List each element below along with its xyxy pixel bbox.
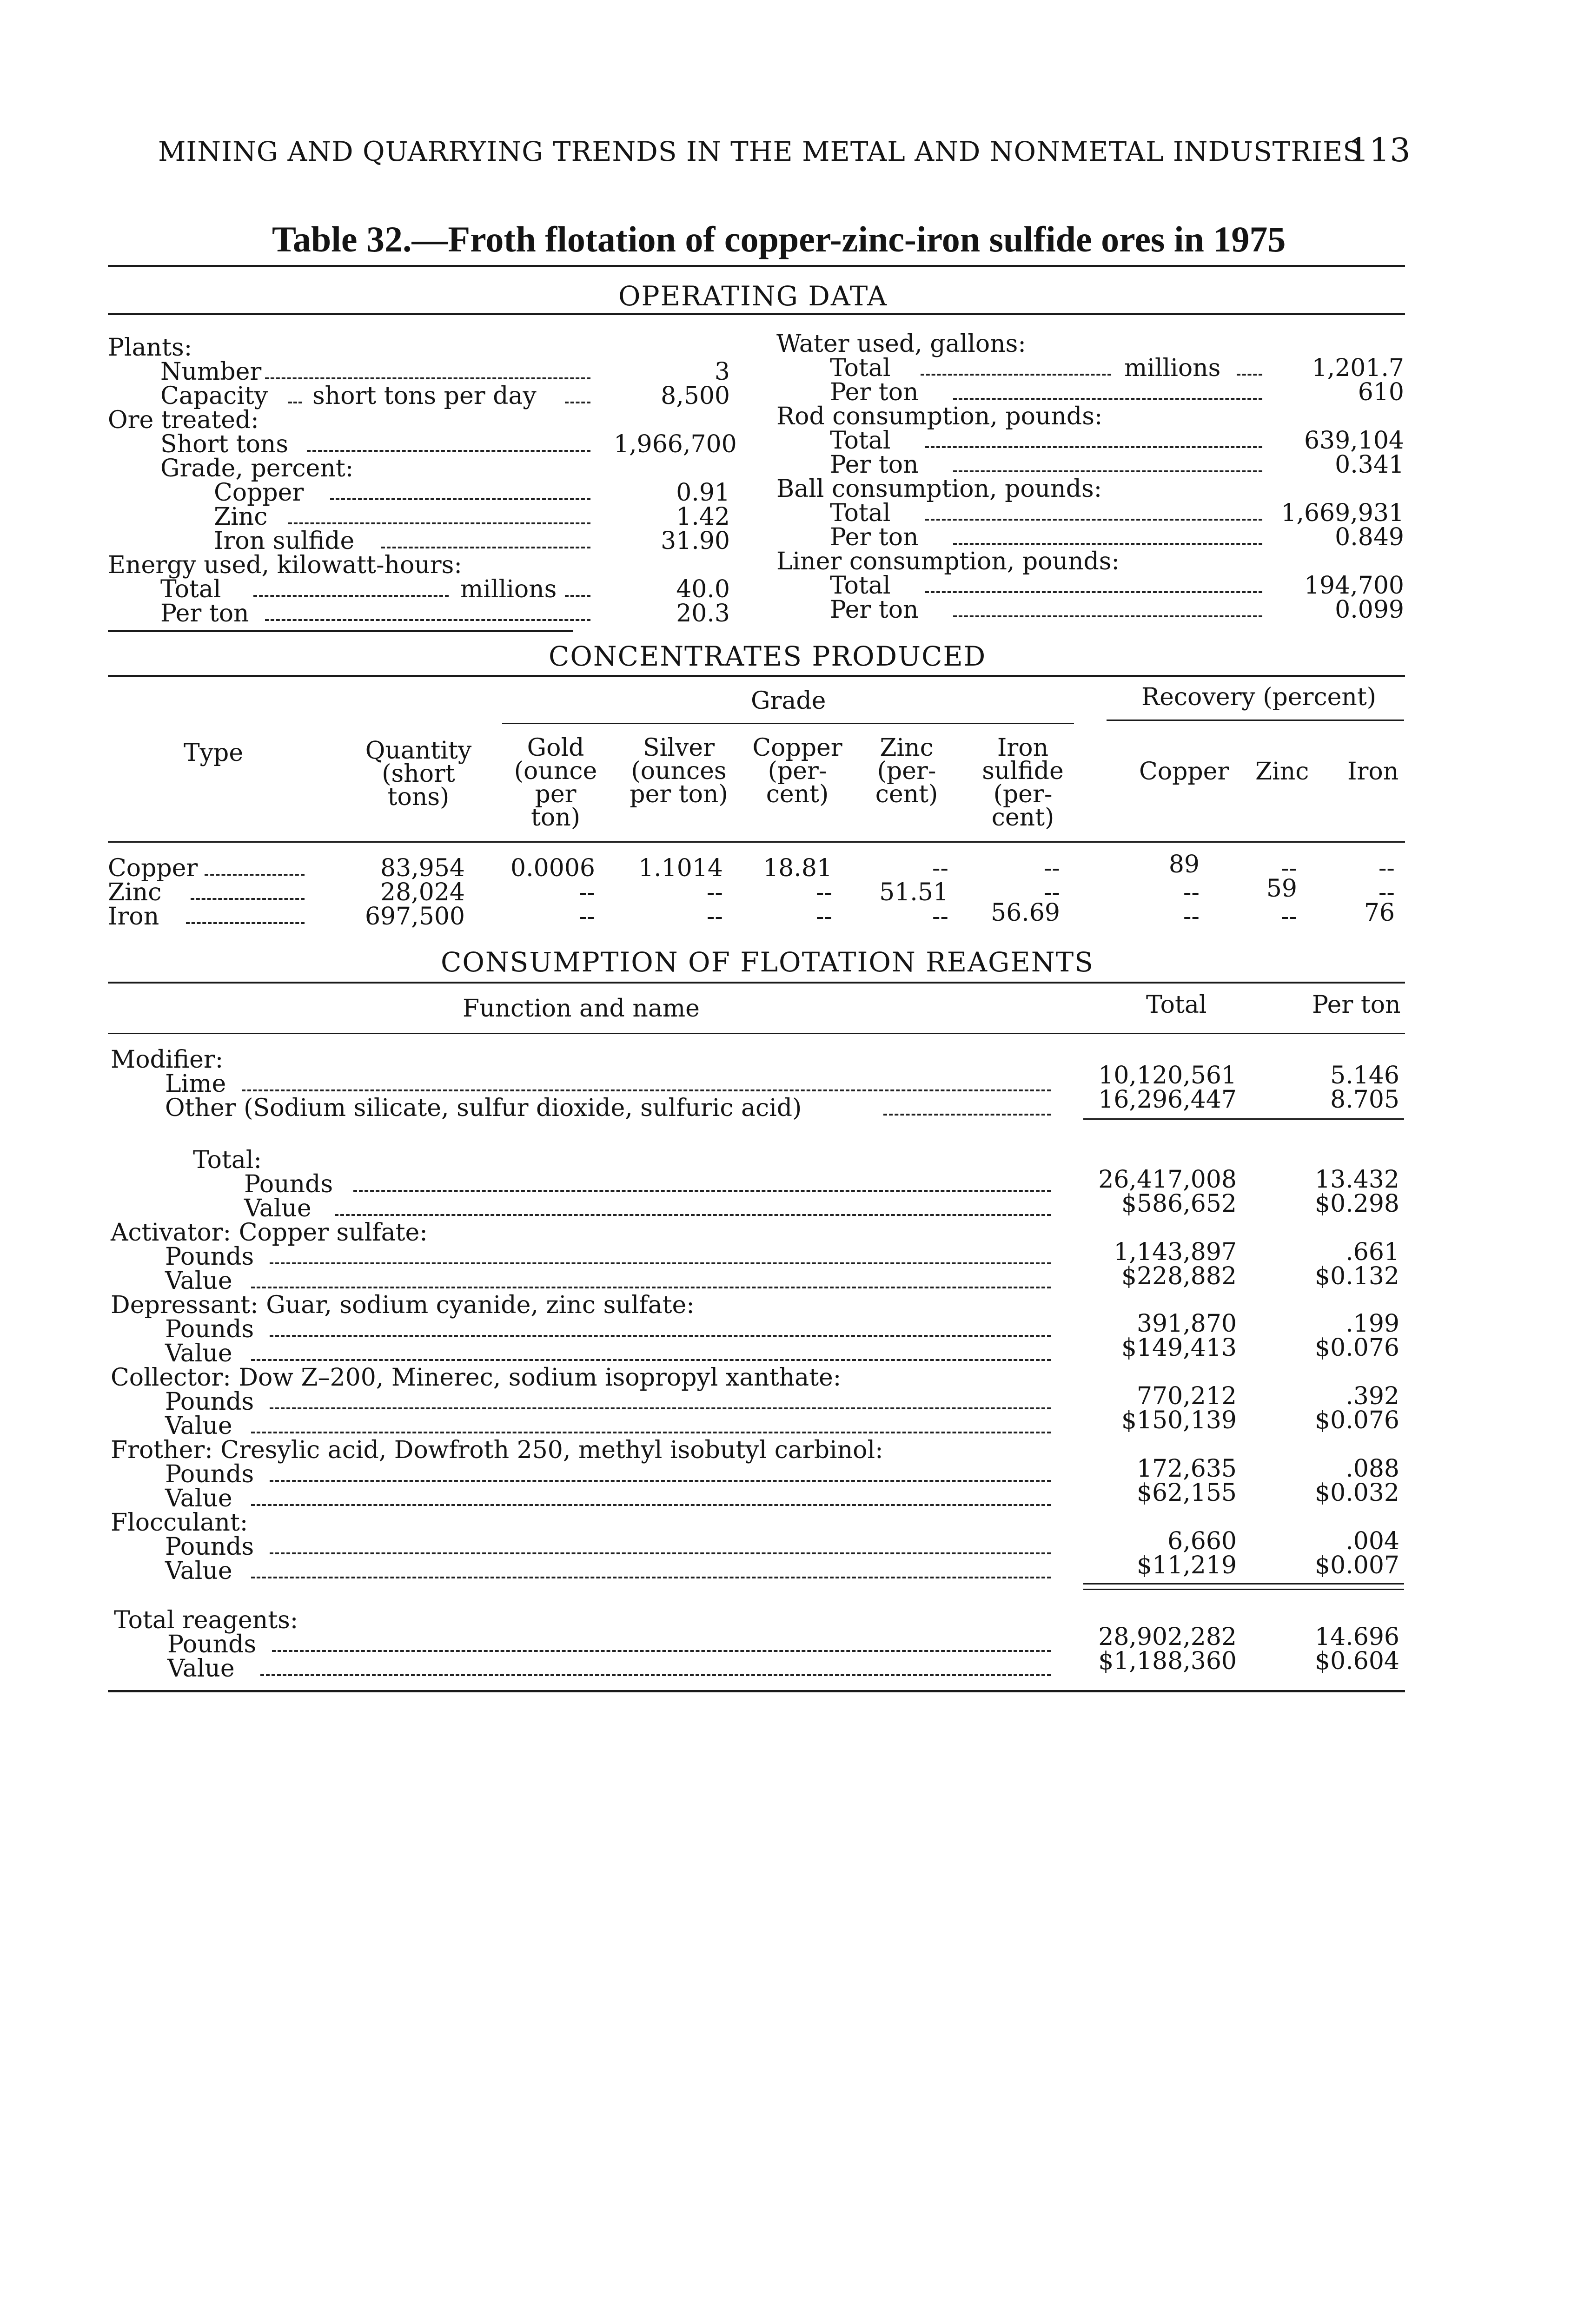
op-left-label: Ore treated:: [108, 406, 259, 434]
row-type: Iron: [108, 903, 159, 931]
reagent-total: 391,870: [1136, 1310, 1237, 1338]
leader-dots: [270, 1407, 1051, 1409]
reagent-total: $1,188,360: [1098, 1647, 1237, 1675]
running-header: MINING AND QUARRYING TRENDS IN THE METAL AND NONMETAL INDUSTRIES: [158, 136, 1362, 167]
reagent-total: 172,635: [1136, 1455, 1237, 1483]
row-quantity: 28,024: [380, 878, 465, 906]
reagent-label: Lime: [165, 1070, 226, 1098]
op-left-value: 0.91: [676, 479, 730, 507]
leader-dots: [330, 498, 590, 500]
table-title: Table 32.—Froth flotation of copper-zinc-iron sulfide ores in 1975: [272, 219, 1286, 259]
op-right-value: 0.099: [1335, 596, 1404, 624]
recovery-rule: [1107, 720, 1404, 721]
op-left-unit: short tons per day: [312, 382, 537, 410]
op-right-value: 0.341: [1335, 451, 1404, 479]
leader-dots: [565, 595, 590, 597]
reagent-label: Other (Sodium silicate, sulfur dioxide, sulfuric acid): [165, 1094, 802, 1122]
reagent-label: Value: [244, 1195, 312, 1222]
table-bottom-rule: [108, 1690, 1405, 1692]
op-left-label: Capacity: [160, 382, 268, 410]
leader-dots: [335, 1214, 1051, 1216]
op-left-value: 31.90: [661, 527, 730, 555]
row-rec-iron: --: [1378, 878, 1395, 906]
leader-dots: [953, 543, 1262, 545]
leader-dots: [288, 402, 302, 403]
top-rule: [108, 265, 1405, 267]
op-right-value: 639,104: [1304, 427, 1404, 455]
leader-dots: [265, 619, 590, 621]
grade-group-label: Grade: [751, 687, 826, 715]
op-left-value: 3: [714, 358, 730, 386]
reagent-label: Pounds: [167, 1631, 257, 1658]
reagent-total: 16,296,447: [1098, 1086, 1237, 1114]
recovery-group-label: Recovery (percent): [1141, 683, 1377, 711]
reagents-header-rule: [108, 1033, 1405, 1034]
reagent-perton: 8.705: [1330, 1086, 1399, 1114]
reagent-label: Pounds: [244, 1170, 333, 1198]
reagent-total: $228,882: [1121, 1262, 1237, 1290]
op-left-label: Zinc: [214, 503, 268, 531]
reagent-label: Collector: Dow Z–200, Minerec, sodium isopropyl xanthate:: [111, 1364, 842, 1392]
leader-dots: [251, 1287, 1051, 1288]
reagent-perton: $0.032: [1315, 1479, 1399, 1507]
row-rec-copper: --: [1183, 903, 1200, 931]
op-right-label: Total: [830, 427, 891, 455]
col-per-ton: Per ton: [1312, 991, 1401, 1019]
reagent-label: Pounds: [165, 1460, 254, 1488]
row-iron: --: [1043, 854, 1060, 882]
leader-dots: [260, 1674, 1051, 1676]
row-rec-zinc: --: [1280, 903, 1297, 931]
leader-dots: [307, 450, 590, 452]
reagent-perton: .088: [1346, 1455, 1399, 1483]
reagent-total: $11,219: [1136, 1552, 1237, 1579]
col-silver: Silver (ounces per ton): [630, 734, 728, 808]
reagent-label: Value: [165, 1412, 232, 1440]
leader-dots: [288, 522, 590, 524]
col-quantity: Quantity (short tons): [365, 737, 472, 811]
reagent-label: Value: [165, 1340, 232, 1367]
leader-dots: [253, 595, 449, 597]
leader-dots: [242, 1089, 1051, 1091]
col-gold: Gold (ounce per ton): [514, 734, 597, 832]
op-right-label: Liner consumption, pounds:: [776, 548, 1120, 575]
row-quantity: 697,500: [365, 903, 465, 931]
leader-dots: [251, 1432, 1051, 1433]
leader-dots: [883, 1114, 1051, 1116]
reagent-label: Pounds: [165, 1315, 254, 1343]
concentrates-heading: CONCENTRATES PRODUCED: [549, 640, 987, 672]
leader-dots: [270, 1552, 1051, 1554]
leader-dots: [205, 874, 305, 876]
op-right-label: Per ton: [830, 523, 919, 551]
leader-dots: [251, 1577, 1051, 1578]
row-rec-iron: 76: [1364, 899, 1395, 927]
op-right-value: 0.849: [1335, 523, 1404, 551]
row-rec-zinc: 59: [1266, 875, 1297, 903]
reagent-label: Pounds: [165, 1243, 254, 1271]
reagent-label: Activator: Copper sulfate:: [111, 1219, 428, 1247]
reagent-label: Total reagents:: [114, 1606, 298, 1634]
reagent-label: Flocculant:: [111, 1509, 248, 1537]
op-right-label: Per ton: [830, 596, 919, 624]
col-iron-sulfide: Iron sulfide (per-cent): [982, 734, 1064, 832]
reagent-label: Value: [165, 1267, 232, 1295]
op-right-value: 610: [1358, 378, 1404, 406]
op-right-label: Total: [830, 572, 891, 600]
row-rec-copper: --: [1183, 878, 1200, 906]
operating-heading-rule: [108, 313, 1405, 315]
reagent-perton: $0.298: [1315, 1190, 1399, 1218]
row-silver: --: [706, 903, 723, 931]
op-right-label: Per ton: [830, 378, 919, 406]
op-left-label: Plants:: [108, 334, 192, 362]
row-gold: --: [578, 878, 595, 906]
op-right-unit: millions: [1124, 354, 1221, 382]
leader-dots: [270, 1480, 1051, 1482]
op-left-value: 1.42: [676, 503, 730, 531]
reagents-heading: CONSUMPTION OF FLOTATION REAGENTS: [441, 946, 1094, 978]
leader-dots: [270, 1335, 1051, 1337]
row-iron: 56.69: [991, 899, 1060, 927]
reagent-total: 6,660: [1167, 1527, 1237, 1555]
leader-dots: [265, 377, 590, 379]
reagent-total: 1,143,897: [1114, 1238, 1237, 1266]
reagent-perton: $0.604: [1315, 1647, 1399, 1675]
op-left-label: Iron sulfide: [214, 527, 355, 555]
reagent-total: 28,902,282: [1098, 1623, 1237, 1651]
reagent-label: Value: [165, 1485, 232, 1512]
op-right-label: Ball consumption, pounds:: [776, 475, 1102, 503]
op-left-label: Per ton: [160, 600, 249, 627]
leader-dots: [925, 591, 1262, 593]
reagent-total: $149,413: [1121, 1334, 1237, 1362]
op-left-value: 8,500: [661, 382, 730, 410]
reagent-label: Modifier:: [111, 1046, 224, 1074]
op-left-label: Total: [160, 575, 221, 603]
reagent-total: 10,120,561: [1098, 1062, 1237, 1089]
leader-dots: [953, 470, 1262, 472]
row-copper: --: [815, 878, 832, 906]
col-type: Type: [184, 739, 244, 767]
reagent-perton: 14.696: [1315, 1623, 1399, 1651]
row-silver: --: [706, 878, 723, 906]
leader-dots: [251, 1359, 1051, 1361]
grade-rule: [502, 723, 1074, 724]
op-left-value: 1,966,700: [614, 430, 737, 458]
reagent-perton: .199: [1346, 1310, 1399, 1338]
leader-dots: [953, 398, 1262, 400]
op-left-value: 20.3: [676, 600, 730, 627]
row-iron: --: [1043, 878, 1060, 906]
reagent-label: Value: [165, 1557, 232, 1585]
row-type: Zinc: [108, 878, 162, 906]
concentrates-heading-rule: [108, 675, 1405, 677]
row-gold: --: [578, 903, 595, 931]
row-type: Copper: [108, 854, 198, 882]
op-right-label: Per ton: [830, 451, 919, 479]
row-copper: --: [815, 903, 832, 931]
leader-dots: [186, 922, 305, 924]
reagent-perton: $0.007: [1315, 1552, 1399, 1579]
op-right-label: Total: [830, 354, 891, 382]
reagent-total: 770,212: [1136, 1382, 1237, 1410]
row-zinc: 51.51: [879, 878, 948, 906]
leader-dots: [272, 1650, 1051, 1652]
reagent-perton: $0.076: [1315, 1334, 1399, 1362]
leader-dots: [381, 547, 590, 548]
reagent-total: 26,417,008: [1098, 1166, 1237, 1194]
leader-dots: [925, 519, 1262, 521]
row-rec-iron: --: [1378, 854, 1395, 882]
leader-dots: [921, 374, 1111, 376]
op-left-value: 40.0: [676, 575, 730, 603]
row-silver: 1.1014: [638, 854, 723, 882]
op-left-label: Grade, percent:: [160, 455, 354, 482]
reagent-label: Depressant: Guar, sodium cyanide, zinc sulfate:: [111, 1291, 695, 1319]
leader-dots: [353, 1190, 1051, 1192]
col-rec-iron: Iron: [1347, 758, 1399, 786]
reagent-label: Pounds: [165, 1388, 254, 1416]
reagent-total: $586,652: [1121, 1190, 1237, 1218]
col-copper: Copper (per-cent): [752, 734, 842, 808]
op-left-label: Short tons: [160, 430, 289, 458]
concentrates-header-rule: [108, 841, 1405, 843]
reagent-perton: 5.146: [1330, 1062, 1399, 1089]
reagent-perton: $0.132: [1315, 1262, 1399, 1290]
row-quantity: 83,954: [380, 854, 465, 882]
subtotal-rule: [1083, 1118, 1404, 1120]
op-right-label: Total: [830, 499, 891, 527]
reagent-total: $150,139: [1121, 1406, 1237, 1434]
op-right-value: 194,700: [1304, 572, 1404, 600]
total-double-rule-top: [1083, 1583, 1404, 1585]
op-right-label: Rod consumption, pounds:: [776, 403, 1103, 430]
op-right-value: 1,201.7: [1312, 354, 1404, 382]
reagent-perton: .004: [1346, 1527, 1399, 1555]
col-rec-zinc: Zinc: [1255, 758, 1309, 786]
row-gold: 0.0006: [510, 854, 595, 882]
op-right-label: Water used, gallons:: [776, 330, 1026, 358]
row-zinc: --: [932, 903, 948, 931]
reagent-perton: 13.432: [1315, 1166, 1399, 1194]
reagent-label: Total:: [193, 1146, 262, 1174]
leader-dots: [953, 615, 1262, 617]
col-zinc: Zinc (per-cent): [875, 734, 938, 808]
op-left-unit: millions: [460, 575, 557, 603]
reagent-label: Pounds: [165, 1533, 254, 1561]
op-left-label: Number: [160, 358, 262, 386]
leader-dots: [1237, 374, 1262, 376]
page-number: 113: [1348, 131, 1411, 169]
leader-dots: [251, 1504, 1051, 1506]
op-left-label: Copper: [214, 479, 304, 507]
total-double-rule-bottom: [1083, 1589, 1404, 1590]
reagent-perton: .661: [1346, 1238, 1399, 1266]
leader-dots: [925, 446, 1262, 448]
col-total: Total: [1146, 991, 1207, 1019]
col-function-name: Function and name: [463, 995, 700, 1023]
row-copper: 18.81: [763, 854, 832, 882]
op-left-label: Energy used, kilowatt-hours:: [108, 551, 462, 579]
operating-bottom-rule-left: [108, 630, 573, 632]
reagents-heading-rule: [108, 982, 1405, 984]
operating-data-heading: OPERATING DATA: [618, 280, 888, 312]
leader-dots: [565, 402, 590, 403]
leader-dots: [191, 898, 305, 900]
reagent-label: Frother: Cresylic acid, Dowfroth 250, methyl isobutyl carbinol:: [111, 1436, 883, 1464]
reagent-label: Value: [167, 1655, 235, 1683]
reagent-perton: $0.076: [1315, 1406, 1399, 1434]
col-rec-copper: Copper: [1139, 758, 1229, 786]
reagent-perton: .392: [1346, 1382, 1399, 1410]
row-zinc: --: [932, 854, 948, 882]
row-rec-copper: 89: [1168, 851, 1200, 878]
reagent-total: $62,155: [1136, 1479, 1237, 1507]
op-right-value: 1,669,931: [1281, 499, 1404, 527]
leader-dots: [270, 1262, 1051, 1264]
row-rec-zinc: --: [1280, 854, 1297, 882]
